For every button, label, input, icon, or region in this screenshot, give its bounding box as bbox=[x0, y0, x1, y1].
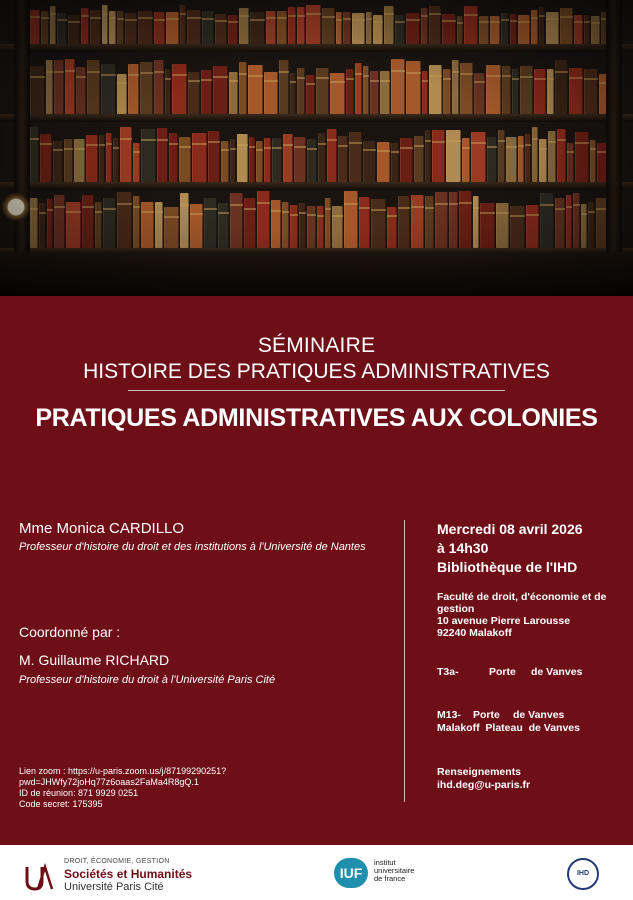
iuf-text-line-1: institut bbox=[374, 858, 396, 867]
tram-stop-part-1: Porte bbox=[489, 666, 516, 678]
title-divider bbox=[128, 390, 505, 391]
ihd-seal-icon: IHD bbox=[567, 858, 599, 890]
metro-access bbox=[437, 709, 627, 735]
tram-line: T3a- bbox=[437, 666, 459, 678]
tram-access bbox=[437, 666, 627, 678]
event-date: Mercredi 08 avril 2026 bbox=[437, 521, 583, 537]
contact-label: Renseignements bbox=[437, 766, 522, 778]
column-divider bbox=[404, 520, 405, 802]
speaker-role: Professeur d'histoire du droit et des institutions à l'Université de Nantes bbox=[19, 541, 366, 553]
metro-stop-part-2: de Vanves bbox=[513, 709, 565, 721]
zoom-meeting-id: ID de réunion: 871 9929 0251 bbox=[19, 788, 139, 798]
iuf-text-line-2: universitaire bbox=[374, 866, 415, 875]
iuf-text-line-3: de france bbox=[374, 874, 406, 883]
tram-stop-part-2: de Vanves bbox=[531, 666, 583, 678]
address-line-2: 10 avenue Pierre Larousse bbox=[437, 615, 571, 627]
metro-line: M13- bbox=[437, 709, 461, 721]
logo-faculty: Sociétés et Humanités bbox=[64, 867, 193, 881]
logo-footer bbox=[0, 845, 633, 900]
zoom-info bbox=[19, 766, 349, 810]
info-panel bbox=[0, 296, 633, 845]
universite-paris-cite-logo-icon bbox=[24, 863, 54, 891]
logo-university: Université Paris Cité bbox=[64, 881, 164, 893]
contact-info bbox=[437, 766, 627, 792]
zoom-link[interactable]: Lien zoom : https://u-paris.zoom.us/j/87199290251? bbox=[19, 766, 227, 776]
event-time: à 14h30 bbox=[437, 540, 489, 556]
event-datetime bbox=[437, 520, 627, 577]
iuf-logo-icon: IUF bbox=[334, 858, 368, 888]
metro-stop-part-1: Porte bbox=[473, 709, 500, 721]
page-title: PRATIQUES ADMINISTRATIVES AUX COLONIES bbox=[35, 404, 598, 432]
iuf-logo-text bbox=[374, 859, 444, 883]
event-venue: Bibliothèque de l'IHD bbox=[437, 559, 578, 575]
seminar-label: SÉMINAIRE bbox=[257, 334, 376, 357]
address-line-3: 92240 Malakoff bbox=[437, 627, 512, 639]
logo-subtitle: DROIT, ÉCONOMIE, GESTION bbox=[64, 858, 170, 865]
coordinator-role: Professeur d'histoire du droit à l'Université Paris Cité bbox=[19, 674, 276, 686]
speaker-name: Mme Monica CARDILLO bbox=[19, 520, 185, 537]
coordinator-label: Coordonné par : bbox=[19, 624, 121, 640]
zoom-passcode: Code secret: 175395 bbox=[19, 799, 103, 809]
coordinator-name: M. Guillaume RICHARD bbox=[19, 652, 170, 668]
bookshelf-photo bbox=[0, 0, 633, 296]
event-address bbox=[437, 591, 627, 639]
address-line-1: Faculté de droit, d'économie et de gestion bbox=[437, 591, 607, 615]
contact-email[interactable]: ihd.deg@u-paris.fr bbox=[437, 779, 531, 791]
metro-stop-2: Malakoff Plateau de Vanves bbox=[437, 722, 580, 734]
zoom-link-password[interactable]: pwd=JHWfy72joHq77z6oaas2FaMa4R8gQ.1 bbox=[19, 777, 199, 787]
seminar-series: HISTOIRE DES PRATIQUES ADMINISTRATIVES bbox=[83, 360, 550, 383]
